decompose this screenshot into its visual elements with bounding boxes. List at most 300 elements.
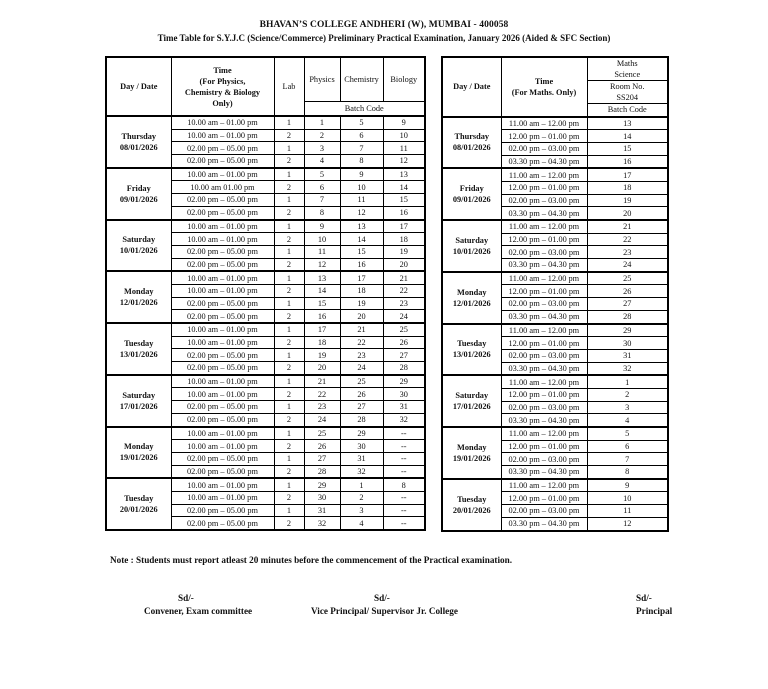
lab-cell: 2	[274, 310, 304, 323]
day-label: Saturday	[122, 235, 156, 245]
time-cell: 12.00 pm – 01.00 pm	[501, 388, 587, 401]
physics-batch-cell: 8	[304, 206, 340, 219]
day-date-cell	[106, 375, 171, 427]
physics-batch-cell: 5	[304, 168, 340, 181]
date-label: 10/01/2026	[119, 246, 158, 256]
physics-batch-cell: 18	[304, 336, 340, 349]
time-cell: 02.00 pm – 05.00 pm	[171, 206, 274, 219]
biology-batch-cell: 31	[383, 401, 425, 414]
day-date-cell	[442, 272, 501, 324]
physics-batch-cell: 22	[304, 388, 340, 401]
maths-batch-cell: 3	[587, 401, 668, 414]
maths-batch-cell: 15	[587, 142, 668, 155]
chemistry-batch-cell: 5	[340, 116, 383, 129]
date-label: 08/01/2026	[119, 142, 158, 152]
lab-cell: 1	[274, 142, 304, 155]
day-label: Saturday	[455, 391, 489, 401]
chemistry-batch-cell: 1	[340, 478, 383, 491]
time-cell: 03.30 pm – 04.30 pm	[501, 414, 587, 427]
day-date-cell	[106, 168, 171, 220]
lab-cell: 1	[274, 168, 304, 181]
biology-batch-cell: 9	[383, 116, 425, 129]
maths-batch-cell: 20	[587, 207, 668, 220]
maths-batch-cell: 12	[587, 517, 668, 530]
chemistry-batch-cell: 9	[340, 168, 383, 181]
time-cell: 02.00 pm – 05.00 pm	[171, 155, 274, 168]
lab-cell: 2	[274, 465, 304, 478]
lab-cell: 2	[274, 388, 304, 401]
signatory-title: Vice Principal/ Supervisor Jr. College	[311, 606, 458, 616]
day-label: Saturday	[122, 390, 156, 400]
signatory-title: Convener, Exam committee	[144, 606, 253, 616]
time-cell: 12.00 pm – 01.00 pm	[501, 337, 587, 350]
chemistry-batch-cell: 4	[340, 517, 383, 530]
day-label: Friday	[126, 183, 151, 193]
chemistry-batch-cell: 22	[340, 336, 383, 349]
day-date-cell	[106, 116, 171, 168]
date-label: 12/01/2026	[119, 298, 158, 308]
lab-cell: 2	[274, 258, 304, 271]
biology-batch-cell: 27	[383, 349, 425, 362]
maths-batch-cell: 7	[587, 453, 668, 466]
date-label: 12/01/2026	[452, 298, 491, 308]
day-date-cell	[106, 220, 171, 272]
physics-batch-cell: 25	[304, 427, 340, 440]
maths-batch-cell: 19	[587, 194, 668, 207]
physics-batch-cell: 13	[304, 271, 340, 284]
chemistry-batch-cell: 10	[340, 181, 383, 194]
physics-batch-cell: 27	[304, 452, 340, 465]
maths-batch-cell: 32	[587, 362, 668, 375]
signatory-title: Principal	[636, 606, 673, 616]
chemistry-batch-cell: 16	[340, 258, 383, 271]
maths-batch-cell: 31	[587, 349, 668, 362]
chemistry-batch-cell: 14	[340, 233, 383, 246]
chemistry-batch-cell: 18	[340, 284, 383, 297]
time-cell: 10.00 am – 01.00 pm	[171, 375, 274, 388]
day-label: Monday	[123, 442, 154, 452]
header-batch-code: Batch Code	[587, 104, 668, 117]
time-cell: 02.00 pm – 03.00 pm	[501, 246, 587, 259]
maths-batch-cell: 28	[587, 310, 668, 323]
chemistry-batch-cell: 11	[340, 194, 383, 207]
lab-cell: 1	[274, 323, 304, 336]
signature-convener	[144, 592, 252, 618]
maths-batch-cell: 18	[587, 181, 668, 194]
day-label: Tuesday	[457, 339, 487, 349]
physics-batch-cell: 31	[304, 504, 340, 517]
time-cell: 11.00 am – 12.00 pm	[501, 375, 587, 388]
time-cell: 12.00 pm – 01.00 pm	[501, 130, 587, 143]
physics-batch-cell: 15	[304, 297, 340, 310]
time-cell: 10.00 am – 01.00 pm	[171, 336, 274, 349]
time-cell: 03.30 pm – 04.30 pm	[501, 155, 587, 168]
table-row	[442, 117, 668, 130]
time-cell: 12.00 pm – 01.00 pm	[501, 233, 587, 246]
biology-batch-cell: 29	[383, 375, 425, 388]
biology-batch-cell: --	[383, 491, 425, 504]
physics-batch-cell: 30	[304, 491, 340, 504]
time-cell: 12.00 pm – 01.00 pm	[501, 181, 587, 194]
maths-batch-cell: 29	[587, 324, 668, 337]
biology-batch-cell: 28	[383, 362, 425, 375]
time-cell: 02.00 pm – 03.00 pm	[501, 349, 587, 362]
chemistry-batch-cell: 24	[340, 362, 383, 375]
physics-batch-cell: 7	[304, 194, 340, 207]
table-row	[106, 220, 425, 233]
physics-batch-cell: 3	[304, 142, 340, 155]
physics-batch-cell: 12	[304, 258, 340, 271]
header-batch-code: Batch Code	[304, 101, 425, 116]
lab-cell: 2	[274, 129, 304, 142]
date-label: 19/01/2026	[452, 453, 491, 463]
lab-cell: 1	[274, 478, 304, 491]
lab-cell: 1	[274, 427, 304, 440]
physics-batch-cell: 21	[304, 375, 340, 388]
lab-cell: 1	[274, 245, 304, 258]
day-date-cell	[106, 271, 171, 323]
physics-batch-cell: 16	[304, 310, 340, 323]
maths-batch-cell: 14	[587, 130, 668, 143]
day-label: Thursday	[454, 132, 490, 142]
time-cell: 02.00 pm – 05.00 pm	[171, 362, 274, 375]
day-date-cell	[442, 220, 501, 272]
lab-cell: 1	[274, 375, 304, 388]
header-maths-science: Maths Science	[587, 57, 668, 81]
biology-batch-cell: --	[383, 427, 425, 440]
maths-batch-cell: 13	[587, 117, 668, 130]
lab-cell: 2	[274, 181, 304, 194]
maths-batch-cell: 5	[587, 427, 668, 440]
time-cell: 02.00 pm – 03.00 pm	[501, 401, 587, 414]
physics-batch-cell: 24	[304, 413, 340, 426]
header-time-science: Time (For Physics, Chemistry & Biology Only)	[171, 57, 274, 116]
time-cell: 10.00 am – 01.00 pm	[171, 233, 274, 246]
physics-batch-cell: 28	[304, 465, 340, 478]
chemistry-batch-cell: 23	[340, 349, 383, 362]
maths-batch-cell: 23	[587, 246, 668, 259]
science-timetable	[105, 56, 426, 531]
time-cell: 02.00 pm – 05.00 pm	[171, 517, 274, 530]
chemistry-batch-cell: 8	[340, 155, 383, 168]
biology-batch-cell: 15	[383, 194, 425, 207]
physics-batch-cell: 20	[304, 362, 340, 375]
table-row	[106, 271, 425, 284]
time-cell: 02.00 pm – 05.00 pm	[171, 413, 274, 426]
time-cell: 02.00 pm – 03.00 pm	[501, 505, 587, 518]
biology-batch-cell: 11	[383, 142, 425, 155]
header-day-date: Day / Date	[106, 57, 171, 116]
time-cell: 11.00 am – 12.00 pm	[501, 427, 587, 440]
time-cell: 10.00 am – 01.00 pm	[171, 388, 274, 401]
lab-cell: 2	[274, 362, 304, 375]
chemistry-batch-cell: 25	[340, 375, 383, 388]
time-cell: 02.00 pm – 05.00 pm	[171, 504, 274, 517]
maths-timetable	[441, 56, 669, 532]
day-label: Monday	[456, 442, 487, 452]
chemistry-batch-cell: 3	[340, 504, 383, 517]
chemistry-batch-cell: 20	[340, 310, 383, 323]
chemistry-batch-cell: 28	[340, 413, 383, 426]
time-cell: 02.00 pm – 03.00 pm	[501, 453, 587, 466]
lab-cell: 1	[274, 116, 304, 129]
maths-batch-cell: 16	[587, 155, 668, 168]
chemistry-batch-cell: 26	[340, 388, 383, 401]
biology-batch-cell: 24	[383, 310, 425, 323]
time-cell: 03.30 pm – 04.30 pm	[501, 259, 587, 272]
biology-batch-cell: 19	[383, 245, 425, 258]
date-label: 19/01/2026	[119, 453, 158, 463]
date-label: 13/01/2026	[119, 349, 158, 359]
time-cell: 10.00 am 01.00 pm	[171, 181, 274, 194]
time-cell: 02.00 pm – 03.00 pm	[501, 142, 587, 155]
lab-cell: 2	[274, 233, 304, 246]
date-label: 13/01/2026	[452, 350, 491, 360]
time-cell: 10.00 am – 01.00 pm	[171, 427, 274, 440]
physics-batch-cell: 29	[304, 478, 340, 491]
maths-batch-cell: 11	[587, 505, 668, 518]
biology-batch-cell: 14	[383, 181, 425, 194]
time-cell: 02.00 pm – 05.00 pm	[171, 349, 274, 362]
lab-cell: 2	[274, 491, 304, 504]
physics-batch-cell: 4	[304, 155, 340, 168]
biology-batch-cell: 12	[383, 155, 425, 168]
time-cell: 02.00 pm – 03.00 pm	[501, 194, 587, 207]
maths-batch-cell: 8	[587, 466, 668, 479]
table-row	[442, 479, 668, 492]
day-date-cell	[106, 323, 171, 375]
header-chemistry: Chemistry	[340, 57, 383, 101]
day-date-cell	[442, 168, 501, 220]
time-cell: 10.00 am – 01.00 pm	[171, 116, 274, 129]
biology-batch-cell: --	[383, 465, 425, 478]
day-date-cell	[442, 117, 501, 169]
time-cell: 10.00 am – 01.00 pm	[171, 129, 274, 142]
maths-batch-cell: 27	[587, 298, 668, 311]
chemistry-batch-cell: 17	[340, 271, 383, 284]
signature-mark: Sd/-	[374, 593, 390, 603]
chemistry-batch-cell: 19	[340, 297, 383, 310]
day-label: Tuesday	[124, 494, 154, 504]
time-cell: 11.00 am – 12.00 pm	[501, 168, 587, 181]
physics-batch-cell: 9	[304, 220, 340, 233]
physics-batch-cell: 1	[304, 116, 340, 129]
biology-batch-cell: 30	[383, 388, 425, 401]
lab-cell: 2	[274, 413, 304, 426]
biology-batch-cell: 21	[383, 271, 425, 284]
table-row	[106, 427, 425, 440]
chemistry-batch-cell: 2	[340, 491, 383, 504]
physics-batch-cell: 6	[304, 181, 340, 194]
biology-batch-cell: --	[383, 440, 425, 453]
day-date-cell	[442, 479, 501, 531]
chemistry-batch-cell: 6	[340, 129, 383, 142]
table-row	[106, 116, 425, 129]
header-physics: Physics	[304, 57, 340, 101]
time-cell: 03.30 pm – 04.30 pm	[501, 207, 587, 220]
biology-batch-cell: --	[383, 504, 425, 517]
chemistry-batch-cell: 15	[340, 245, 383, 258]
lab-cell: 1	[274, 220, 304, 233]
chemistry-batch-cell: 27	[340, 401, 383, 414]
day-label: Thursday	[121, 131, 157, 141]
document-subtitle: Time Table for S.Y.J.C (Science/Commerce) Preliminary Practical Examination, January 2026 (Aided & SFC Section)	[157, 33, 611, 43]
table-row	[106, 375, 425, 388]
date-label: 09/01/2026	[452, 195, 491, 205]
time-cell: 03.30 pm – 04.30 pm	[501, 310, 587, 323]
signature-mark: Sd/-	[178, 593, 194, 603]
biology-batch-cell: 26	[383, 336, 425, 349]
maths-batch-cell: 1	[587, 375, 668, 388]
date-label: 20/01/2026	[452, 505, 491, 515]
maths-batch-cell: 17	[587, 168, 668, 181]
table-row	[442, 427, 668, 440]
maths-batch-cell: 25	[587, 272, 668, 285]
time-cell: 02.00 pm – 05.00 pm	[171, 401, 274, 414]
chemistry-batch-cell: 29	[340, 427, 383, 440]
time-cell: 10.00 am – 01.00 pm	[171, 491, 274, 504]
biology-batch-cell: --	[383, 517, 425, 530]
physics-batch-cell: 19	[304, 349, 340, 362]
time-cell: 10.00 am – 01.00 pm	[171, 220, 274, 233]
table-row	[442, 324, 668, 337]
lab-cell: 2	[274, 517, 304, 530]
time-cell: 02.00 pm – 03.00 pm	[501, 298, 587, 311]
biology-batch-cell: 17	[383, 220, 425, 233]
header-biology: Biology	[383, 57, 425, 101]
lab-cell: 1	[274, 401, 304, 414]
time-cell: 11.00 am – 12.00 pm	[501, 220, 587, 233]
time-cell: 02.00 pm – 05.00 pm	[171, 258, 274, 271]
maths-batch-cell: 9	[587, 479, 668, 492]
physics-batch-cell: 23	[304, 401, 340, 414]
physics-batch-cell: 10	[304, 233, 340, 246]
date-label: 17/01/2026	[452, 402, 491, 412]
signature-vice-principal	[311, 592, 458, 618]
chemistry-batch-cell: 12	[340, 206, 383, 219]
day-date-cell	[442, 375, 501, 427]
biology-batch-cell: 25	[383, 323, 425, 336]
time-cell: 02.00 pm – 05.00 pm	[171, 194, 274, 207]
biology-batch-cell: 10	[383, 129, 425, 142]
table-row	[106, 478, 425, 491]
header-lab: Lab	[274, 57, 304, 116]
date-label: 08/01/2026	[452, 143, 491, 153]
lab-cell: 1	[274, 271, 304, 284]
time-cell: 12.00 pm – 01.00 pm	[501, 285, 587, 298]
physics-batch-cell: 17	[304, 323, 340, 336]
chemistry-batch-cell: 13	[340, 220, 383, 233]
time-cell: 11.00 am – 12.00 pm	[501, 117, 587, 130]
lab-cell: 1	[274, 297, 304, 310]
lab-cell: 1	[274, 349, 304, 362]
biology-batch-cell: 32	[383, 413, 425, 426]
lab-cell: 2	[274, 440, 304, 453]
time-cell: 11.00 am – 12.00 pm	[501, 479, 587, 492]
time-cell: 10.00 am – 01.00 pm	[171, 168, 274, 181]
biology-batch-cell: 23	[383, 297, 425, 310]
table-row	[106, 168, 425, 181]
table-row	[106, 323, 425, 336]
table-row	[442, 272, 668, 285]
header-room-no: Room No. SS204	[587, 81, 668, 104]
physics-batch-cell: 14	[304, 284, 340, 297]
chemistry-batch-cell: 7	[340, 142, 383, 155]
chemistry-batch-cell: 31	[340, 452, 383, 465]
time-cell: 02.00 pm – 05.00 pm	[171, 245, 274, 258]
date-label: 10/01/2026	[452, 246, 491, 256]
time-cell: 12.00 pm – 01.00 pm	[501, 440, 587, 453]
time-cell: 10.00 am – 01.00 pm	[171, 284, 274, 297]
time-cell: 11.00 am – 12.00 pm	[501, 324, 587, 337]
physics-batch-cell: 32	[304, 517, 340, 530]
time-cell: 10.00 am – 01.00 pm	[171, 271, 274, 284]
signature-principal	[636, 592, 672, 618]
physics-batch-cell: 11	[304, 245, 340, 258]
maths-batch-cell: 21	[587, 220, 668, 233]
biology-batch-cell: --	[383, 452, 425, 465]
maths-batch-cell: 22	[587, 233, 668, 246]
maths-batch-cell: 10	[587, 492, 668, 505]
time-cell: 03.30 pm – 04.30 pm	[501, 466, 587, 479]
time-cell: 02.00 pm – 05.00 pm	[171, 142, 274, 155]
biology-batch-cell: 8	[383, 478, 425, 491]
lab-cell: 1	[274, 194, 304, 207]
day-label: Tuesday	[124, 338, 154, 348]
lab-cell: 2	[274, 206, 304, 219]
chemistry-batch-cell: 30	[340, 440, 383, 453]
table-row	[442, 168, 668, 181]
maths-batch-cell: 2	[587, 388, 668, 401]
day-label: Saturday	[455, 235, 489, 245]
time-cell: 11.00 am – 12.00 pm	[501, 272, 587, 285]
day-label: Monday	[123, 287, 154, 297]
time-cell: 02.00 pm – 05.00 pm	[171, 465, 274, 478]
table-row	[442, 375, 668, 388]
chemistry-batch-cell: 32	[340, 465, 383, 478]
time-cell: 02.00 pm – 05.00 pm	[171, 297, 274, 310]
biology-batch-cell: 20	[383, 258, 425, 271]
physics-batch-cell: 26	[304, 440, 340, 453]
time-cell: 10.00 am – 01.00 pm	[171, 440, 274, 453]
biology-batch-cell: 22	[383, 284, 425, 297]
day-label: Monday	[456, 287, 487, 297]
table-row	[442, 220, 668, 233]
biology-batch-cell: 13	[383, 168, 425, 181]
day-date-cell	[106, 478, 171, 530]
day-date-cell	[106, 427, 171, 479]
lab-cell: 1	[274, 452, 304, 465]
day-date-cell	[442, 324, 501, 376]
maths-batch-cell: 24	[587, 259, 668, 272]
note-text: Note : Students must report atleast 20 minutes before the commencement of the Practical examination.	[110, 555, 513, 565]
maths-batch-cell: 26	[587, 285, 668, 298]
day-label: Tuesday	[457, 494, 487, 504]
time-cell: 03.30 pm – 04.30 pm	[501, 362, 587, 375]
chemistry-batch-cell: 21	[340, 323, 383, 336]
time-cell: 02.00 pm – 05.00 pm	[171, 452, 274, 465]
lab-cell: 2	[274, 284, 304, 297]
maths-batch-cell: 6	[587, 440, 668, 453]
date-label: 17/01/2026	[119, 401, 158, 411]
lab-cell: 1	[274, 504, 304, 517]
header-time-maths: Time (For Maths. Only)	[501, 57, 587, 117]
day-label: Friday	[459, 184, 484, 194]
maths-batch-cell: 4	[587, 414, 668, 427]
biology-batch-cell: 18	[383, 233, 425, 246]
physics-batch-cell: 2	[304, 129, 340, 142]
time-cell: 03.30 pm – 04.30 pm	[501, 517, 587, 530]
